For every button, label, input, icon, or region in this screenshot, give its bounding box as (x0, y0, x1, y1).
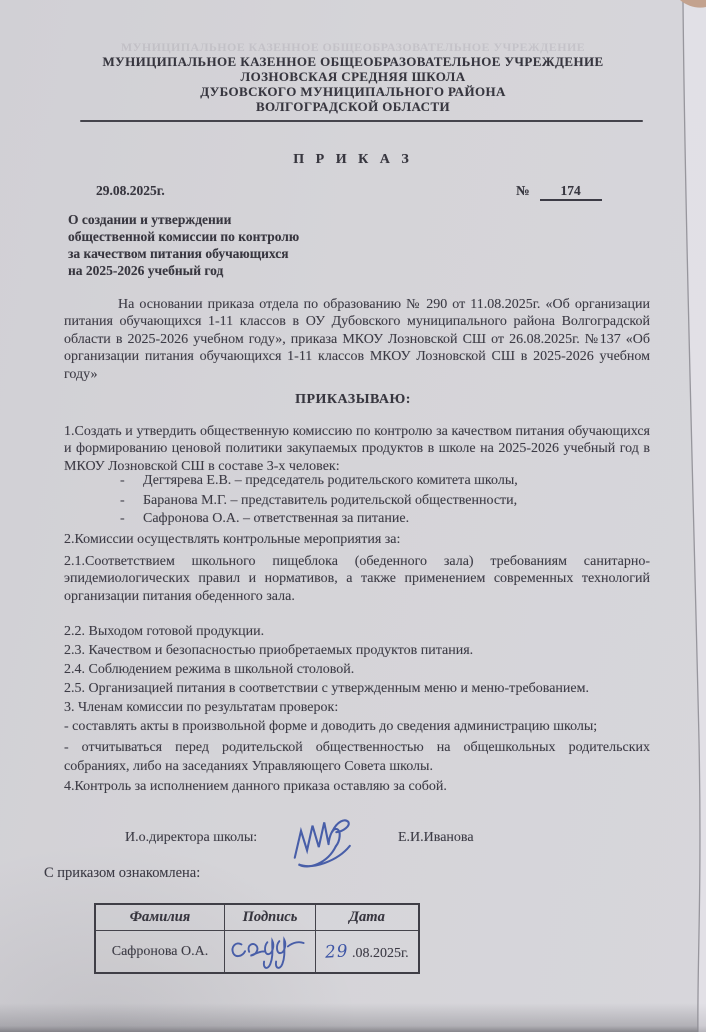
preamble-paragraph: На основании приказа отдела по образованию № 290 от 11.08.2025г. «Об организации питания обучающихся 1-11 классов в ОУ Дубовского муниципального района Волгоградской области в 2025-2026 учебном году», приказа МКОУ Лозновской СШ от 26.08.2025г. №137 «Об организации питания обучающихся 1-11 классов МКОУ Лозновской СШ в 2025-2026 учебном году» (64, 297, 650, 382)
signer-role: И.о.директора школы: (125, 830, 258, 845)
commission-member-row (120, 493, 517, 509)
item-2-3: 2.3. Качеством и безопасностью приобретаемых продуктов питания. (64, 643, 474, 658)
acknowledgement-table (94, 903, 420, 974)
cell-signature (225, 931, 316, 974)
col-header-signature: Подпись (225, 904, 316, 931)
commission-member-row (120, 511, 409, 527)
org-name-line-3: ДУБОВСКОГО МУНИЦИПАЛЬНОГО РАЙОНА (200, 84, 506, 99)
subject-line: общественной комиссии по контролю (68, 229, 300, 244)
list-dash: - (120, 511, 125, 526)
order-number (516, 183, 602, 201)
list-dash: - (120, 493, 125, 508)
handwritten-day: 29 (324, 940, 350, 963)
org-name-line-1: МУНИЦИПАЛЬНОЕ КАЗЕННОЕ ОБЩЕОБРАЗОВАТЕЛЬНОЕ УЧРЕЖДЕНИЕ (102, 54, 604, 69)
item-2-5: 2.5. Организацией питания в соответствии с утвержденным меню и меню-требованием. (64, 681, 589, 696)
cell-date (316, 931, 420, 974)
director-signature-handwriting-icon (283, 808, 375, 870)
number-sign: № (516, 183, 530, 198)
item-1: 1.Создать и утвердить общественную комиссию по контролю за качеством питания обучающихся и формированию ценовой политики закупаемых продуктов в школе на 2025-2026 учебный год в МКОУ Лозновской СШ в составе 3-х человек: (64, 424, 650, 474)
subject-line: за качеством питания обучающихся (68, 246, 289, 261)
bleed-through-text: МУНИЦИПАЛЬНОЕ КАЗЕННОЕ ОБЩЕОБРАЗОВАТЕЛЬНОЕ УЧРЕЖДЕНИЕ (120, 40, 586, 54)
member-entry: Сафронова О.А. – ответственная за питание. (143, 511, 410, 526)
corner-background-patch (680, 0, 706, 8)
item-4: 4.Контроль за исполнением данного приказа оставляю за собой. (64, 779, 447, 794)
item-2-2: 2.2. Выходом готовой продукции. (64, 624, 265, 639)
order-number-value: 174 (540, 183, 602, 201)
subject-line: О создании и утверждении (68, 212, 232, 227)
item-3-sub-b: - отчитываться перед родительской общественностью на общешкольных родительских собраниях, либо на заседаниях Управляющего Совета школы. (64, 740, 650, 774)
table-header-row (95, 904, 419, 931)
item-2-1: 2.1.Соответствием школьного пищеблока (обеденного зала) требованиям санитарно-эпидемиологических правил и нормативов, а также применением современных технологий организации питания обеденного зала. (64, 554, 650, 604)
table-row (95, 931, 419, 974)
subject-line: на 2025-2026 учебный год (68, 263, 224, 278)
printed-date-rest: .08.2025г. (351, 945, 409, 961)
header-rule (80, 120, 643, 122)
org-name-line-4: ВОЛГОГРАДСКОЙ ОБЛАСТИ (255, 99, 451, 114)
item-3: 3. Членам комиссии по результатам проверок: (64, 700, 339, 715)
commission-member-row (120, 473, 518, 489)
resolution-word: ПРИКАЗЫВАЮ: (295, 392, 411, 407)
signer-name: Е.И.Иванова (398, 830, 474, 845)
item-2: 2.Комиссии осуществлять контрольные мероприятия за: (64, 532, 401, 547)
member-entry: Баранова М.Г. – представитель родительской общественности, (143, 493, 518, 508)
org-name-line-2: ЛОЗНОВСКАЯ СРЕДНЯЯ ШКОЛА (240, 69, 466, 84)
acknowledgement-line: С приказом ознакомлена: (44, 865, 201, 881)
member-entry: Дегтярева Е.В. – председатель родительского комитета школы, (143, 473, 518, 488)
order-date: 29.08.2025г. (96, 183, 165, 198)
cell-surname: Сафронова О.А. (95, 931, 225, 974)
item-3-sub-a: - составлять акты в произвольной форме и доводить до сведения администрацию школы; (64, 719, 598, 734)
order-subject (68, 211, 299, 279)
row-signature-handwriting-icon (228, 932, 312, 966)
col-header-date: Дата (316, 904, 420, 931)
col-header-surname: Фамилия (95, 904, 225, 931)
document-type-title: П Р И К А З (293, 152, 413, 167)
list-dash: - (120, 473, 125, 488)
item-2-4: 2.4. Соблюдением режима в школьной столовой. (64, 662, 355, 677)
